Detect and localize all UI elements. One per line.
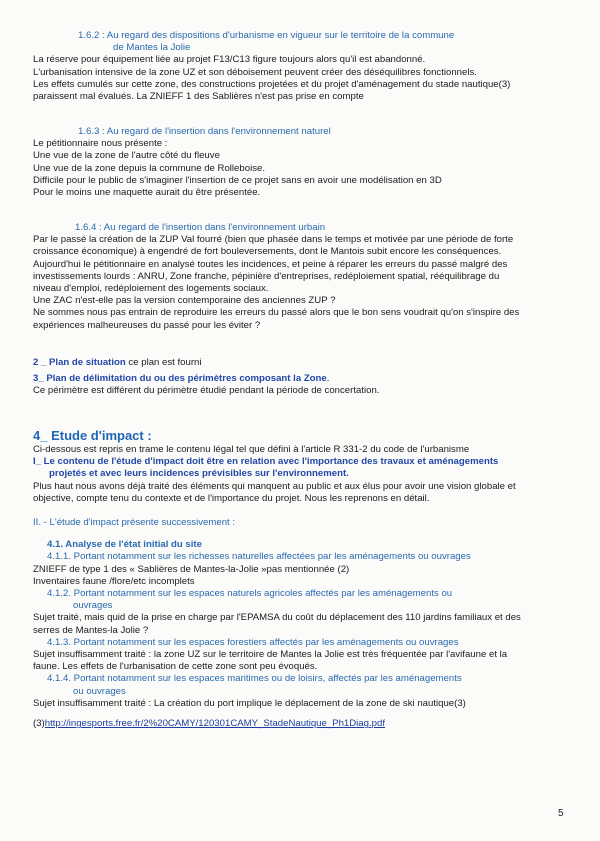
paragraph-line: Sujet insuffisamment traité : La création du port implique le déplacement de la zone de ski nautique(3) [33,697,466,709]
section-4-1-2-title-cont: ouvrages [73,600,113,612]
section-4-1-1-title: 4.1.1. Portant notamment sur les richesses naturelles affectées par les aménagements ou ouvrages [47,551,471,563]
plan-delimitation-text: . [326,373,330,385]
plan-delimitation-label: 3_ Plan de délimitation du ou des périmètres composant la Zone [33,373,327,385]
paragraph-line: Plus haut nous avons déjà traité des éléments qui manquent au public et aux élus pour avoir une vision globale et [33,480,516,492]
point-2-title: II. - L'étude d'impact présente successivement : [33,517,236,529]
section-4-heading: 4_ Etude d'impact : [33,428,152,443]
paragraph-line: Inventaires faune /flore/etc incomplets [33,575,195,587]
paragraph-line: niveau d'emploi, redéploiement des logements sociaux. [33,283,269,295]
footnote [33,718,563,730]
paragraph-line: serres de Mantes-la Jolie ? [33,624,149,636]
section-1-6-2-title: 1.6.2 : Au regard des dispositions d'urbanisme en vigueur sur le territoire de la commune [78,30,455,41]
footnote-link[interactable]: http://ingesports.free.fr/2%20CAMY/120301CAMY_StadeNautique_Ph1Diag.pdf [44,718,385,730]
paragraph-line: Une vue de la zone de l'autre côté du fleuve [33,150,220,162]
section-1-6-2 [33,30,563,103]
paragraph-line: La réserve pour équipement liée au projet F13/C13 figure toujours alors qu'il est abandonné. [33,54,426,66]
paragraph-line: Ci-dessous est repris en trame le contenu légal tel que défini à l'article R 331-2 du code de l'urbanisme [33,444,470,455]
section-1-6-3 [33,126,563,199]
analysis-title: 4.1. Analyse de l'état initial du site [47,539,202,551]
paragraph-line: expériences malheureuses du passé pour les éviter ? [33,319,261,331]
section-1-6-4 [33,222,563,332]
section-4-1-2-title: 4.1.2. Portant notamment sur les espaces naturels agricoles affectés par les aménagements ou [47,588,453,600]
paragraph-line: Le pétitionnaire nous présente : [33,138,168,150]
point-1-title-cont: projetés et avec leurs incidences prévisibles sur l'environnement. [49,468,349,480]
paragraph-line: Les effets cumulés sur cette zone, des constructions projetées et du projet d'aménagement du stade nautique(3) [33,78,511,90]
section-4-1-3-title: 4.1.3. Portant notamment sur les espaces forestiers affectés par les aménagements ou ouvrages [47,636,459,648]
paragraph-line: Ce périmètre est différent du périmètre étudié pendant la période de concertation. [33,385,380,397]
paragraph-line: Une ZAC n'est-elle pas la version contemporaine des anciennes ZUP ? [33,295,336,307]
paragraph-line: Par le passé la création de la ZUP Val fourré (bien que phasée dans le temps et motivée par une période de forte [33,234,514,246]
paragraph-line: investissements lourds : ANRU, Zone franche, pépinière d'entreprises, redéploiement spatial, rééquilibrage du [33,270,500,282]
plan-situation-label: 2 _ Plan de situation [33,357,126,368]
point-1-title: I_ Le contenu de l'étude d'impact doit être en relation avec l'importance des travaux et aménagements [33,456,499,468]
paragraph-line: L'urbanisation intensive de la zone UZ et son déboisement peuvent créer des déséquilibres fonctionnels. [33,66,477,78]
paragraph-line: objective, compte tenu du contexte et de l'importance du projet. Nous les reprenons en détail. [33,492,430,504]
section-4-1-4-title: 4.1.4. Portant notamment sur les espaces maritimes ou de loisirs, affectés par les aménagements [47,673,462,685]
paragraph-line: ZNIEFF de type 1 des « Sablières de Mantes-la-Jolie »pas mentionnée (2) [33,563,350,575]
paragraph-line: Aujourd'hui le pétitionnaire en analysé toutes les incidences, et peine à réparer les erreurs du passé malgré des [33,258,508,270]
paragraph-line: croissance économique) à engendré de fort bouleversements, dont le Mantois subit encore les conséquences. [33,246,502,258]
section-1-6-3-title: 1.6.3 : Au regard de l'insertion dans l'environnement naturel [78,126,331,137]
paragraph-line: Sujet insuffisamment traité : la zone UZ sur le territoire de Mantes la Jolie est très fréquentée par l'avifaune et la [33,649,508,661]
section-4-1-4-title-cont: ou ouvrages [73,685,126,697]
paragraph-line: faune. Les effets de l'urbanisation de cette zone sont peu évoqués. [33,661,318,673]
plan-situation-line [33,357,563,369]
paragraph-line: Difficile pour le public de s'imaginer l'insertion de ce projet sans en avoir une modélisation en 3D [33,174,442,186]
plan-delimitation-line [33,373,563,385]
paragraph-line: Une vue de la zone depuis la commune de Rolleboise. [33,162,265,174]
paragraph-line: paraissent mal évalués. La ZNIEFF 1 des Sablières n'est pas prise en compte [33,91,364,103]
page-number: 5 [558,808,564,819]
paragraph-line: Pour le moins une maquette aurait du être présentée. [33,187,261,199]
plans-section [33,357,563,398]
section-1-6-4-title: 1.6.4 : Au regard de l'insertion dans l'environnement urbain [75,222,326,233]
paragraph-line: Ne sommes nous pas entrain de reproduire les erreurs du passé alors que le bon sens voudrait qu'on s'inspire des [33,307,520,319]
plan-situation-text: ce plan est fourni [125,357,202,368]
section-4 [33,428,563,730]
paragraph-line: Sujet traité, mais quid de la prise en charge par l'EPAMSA du coût du déplacement des 110 jardins familiaux et des [33,612,521,624]
section-1-6-2-title-cont: de Mantes la Jolie [113,42,191,54]
footnote-prefix: (3) [33,718,45,730]
